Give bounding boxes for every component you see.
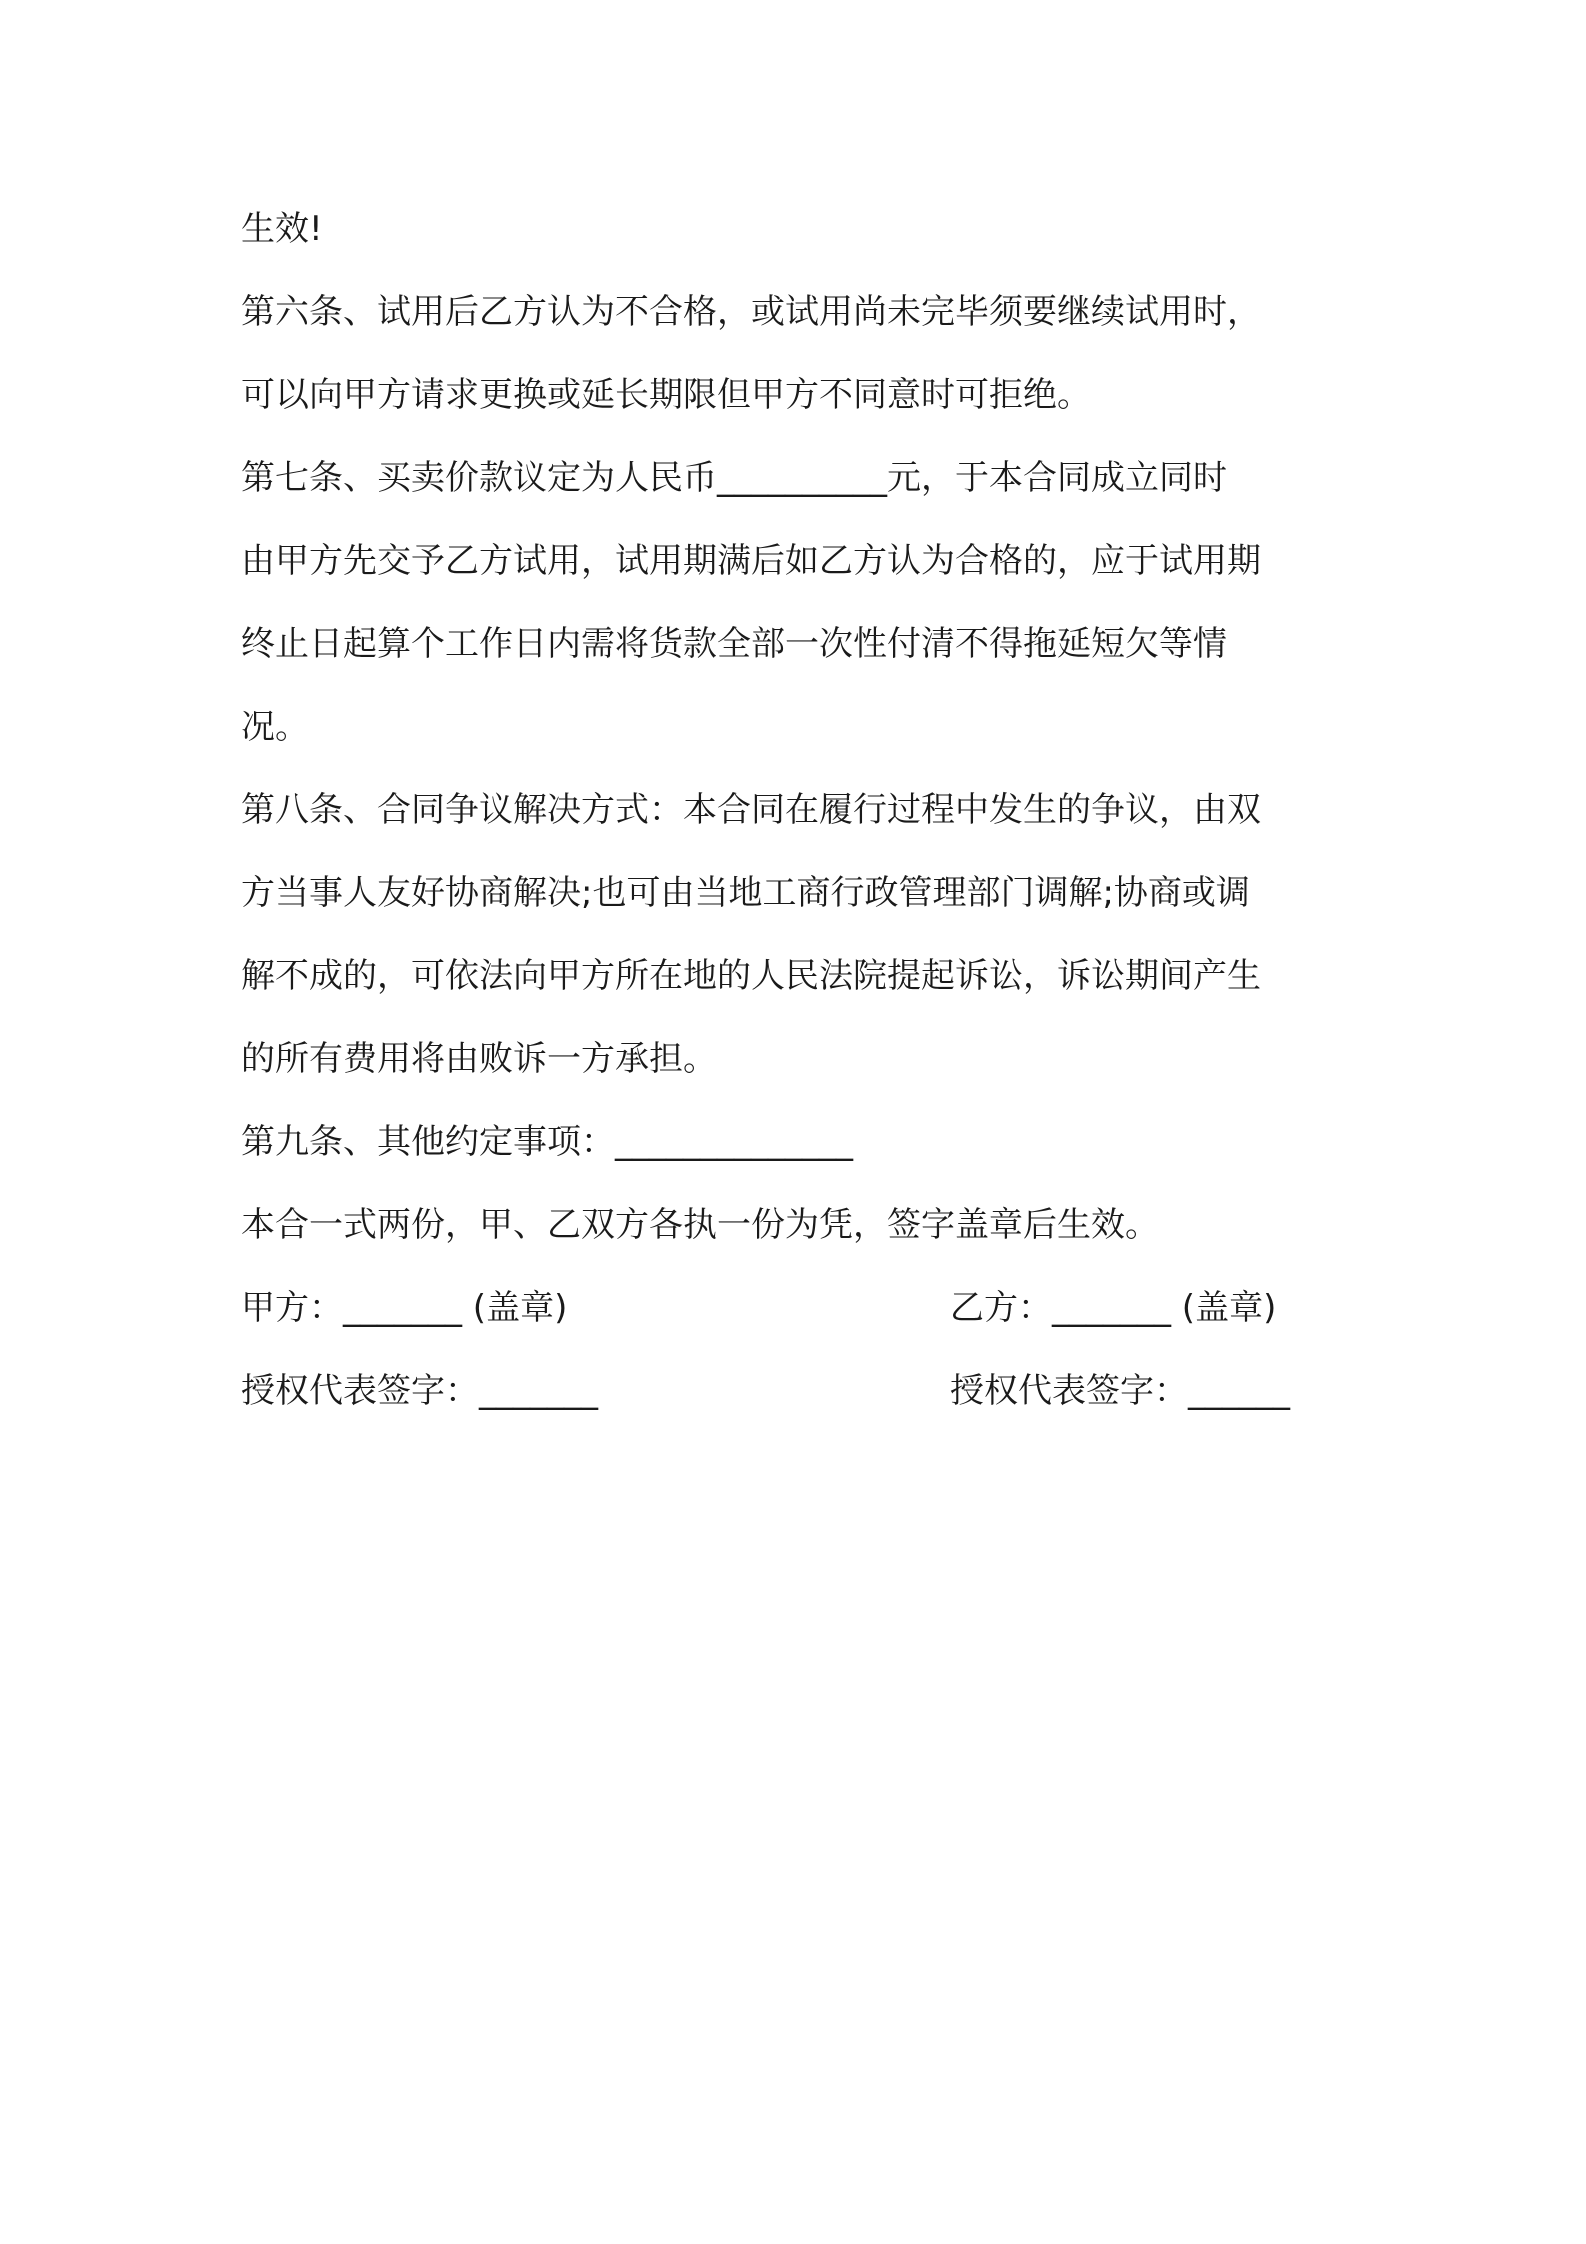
text-line: 的所有费用将由败诉一方承担。: [241, 1039, 717, 1079]
party-b-representative: 授权代表签字：______: [950, 1371, 1290, 1411]
party-a-seal: 甲方：_______ (盖章): [241, 1288, 568, 1328]
text-line: 终止日起算个工作日内需将货款全部一次性付清不得拖延短欠等情: [241, 624, 1227, 664]
contract-body: [241, 198, 1361, 1443]
text-line: 本合一式两份，甲、乙双方各执一份为凭，签字盖章后生效。: [241, 1205, 1159, 1245]
party-b-seal: 乙方：_______ (盖章): [950, 1288, 1277, 1328]
seal-row: [241, 1277, 1361, 1360]
text-line: 第八条、合同争议解决方式：本合同在履行过程中发生的争议，由双: [241, 790, 1261, 830]
text-line: 解不成的，可依法向甲方所在地的人民法院提起诉讼，诉讼期间产生: [241, 956, 1261, 996]
text-line: 第六条、试用后乙方认为不合格，或试用尚未完毕须要继续试用时，: [241, 292, 1261, 332]
party-a-representative: 授权代表签字：_______: [241, 1371, 598, 1411]
text-line: 生效!: [241, 209, 323, 249]
text-line: 由甲方先交予乙方试用，试用期满后如乙方认为合格的，应于试用期: [241, 541, 1261, 581]
text-line: 第九条、其他约定事项：______________: [241, 1122, 853, 1162]
text-line: 可以向甲方请求更换或延长期限但甲方不同意时可拒绝。: [241, 375, 1091, 415]
text-line: 第七条、买卖价款议定为人民币__________元，于本合同成立同时: [241, 458, 1227, 498]
representative-row: [241, 1360, 1361, 1443]
text-line: 况。: [241, 707, 309, 747]
text-line: 方当事人友好协商解决;也可由当地工商行政管理部门调解;协商或调: [241, 873, 1250, 913]
